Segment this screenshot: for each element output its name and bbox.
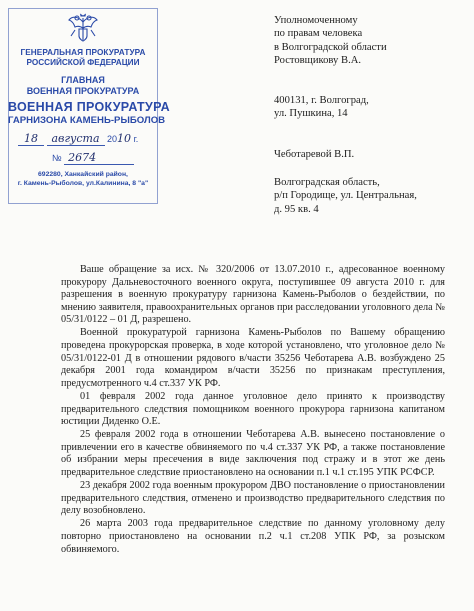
body-paragraph: Военной прокуратурой гарнизона Камень-Рыболов по Вашему обращению проведена прокурорская проверка, в ходе которой установлено, что уголовное дело № 05/31/0122-01 Д в отношении рядового в/части 35256 Чеботарева А.В. возбуждено 25 декабря 2001 года командиром в/части 35256 по признакам преступления, предусмотренного ч.4 ст.337 УК РФ.: [61, 327, 445, 389]
stamp-line-3: ГЛАВНАЯ: [61, 75, 105, 85]
recipient-2-address-block: [274, 176, 417, 216]
stamp-line-6: ГАРНИЗОНА КАМЕНЬ-РЫБОЛОВ: [8, 115, 166, 126]
stamp-date-suffix: г.: [133, 134, 139, 144]
recipient-1-line: Уполномоченному: [274, 15, 358, 26]
recipient-1-address-block: [274, 94, 369, 121]
recipient-1-line: Ростовщикову В.А.: [274, 55, 362, 67]
stamp-line-4: ВОЕННАЯ ПРОКУРАТУРА: [26, 86, 140, 96]
body-paragraph: 25 февраля 2002 года в отношении Чеботарева А.В. вынесено постановление о привлечении его в качестве обвиняемого по ч.4 ст.337 УК РФ, а также постановление об избрании меры пресечения в виде заключения под стражу и в этот же день предварительное следствие приостановлено на основании п.1 ч.1 ст.195 УПК РСФСР.: [61, 429, 445, 478]
official-stamp: [8, 8, 170, 204]
stamp-number-value: 2674: [68, 151, 97, 164]
stamp-date-day: 18: [24, 132, 38, 145]
recipient-1-line: по правам человека: [274, 28, 363, 40]
recipient-2-address-line: д. 95 кв. 4: [274, 203, 319, 215]
body-paragraph: 26 марта 2003 года предварительное следствие по данному уголовному делу повторно приостановлено на основании п.2 ч.1 ст.208 УПК РФ, за розыском обвиняемого.: [61, 518, 445, 555]
recipient-2-address-line: р/п Городище, ул. Центральная,: [274, 190, 417, 202]
stamp-number-label: №: [52, 153, 62, 163]
recipient-1-block: [274, 14, 387, 68]
recipient-1-address-line: 400131, г. Волгоград,: [274, 95, 369, 106]
double-headed-eagle-emblem-icon: [66, 12, 100, 44]
recipient-1-address-line: ул. Пушкина, 14: [274, 108, 348, 120]
stamp-line-7: 692280, Ханкайский район,: [38, 171, 128, 178]
stamp-date-year-prefix: 20: [107, 134, 118, 144]
stamp-line-1: ГЕНЕРАЛЬНАЯ ПРОКУРАТУРА: [20, 48, 146, 57]
body-paragraph: 23 декабря 2002 года военным прокурором ДВО постановление о приостановлении предварительного следствия, отменено и производство предварительного следствия по делу возобновлено.: [61, 480, 445, 517]
stamp-number: [52, 151, 148, 165]
body-paragraph: 01 февраля 2002 года данное уголовное дело принято к производству предварительного следствия помощником военного прокурора гарнизона капитаном юстиции Диденко О.Е.: [61, 390, 445, 428]
stamp-line-8: г. Камень-Рыболов, ул.Калинина, 8 "а": [17, 180, 149, 187]
stamp-date-year: 10: [117, 132, 132, 145]
stamp-date: [18, 132, 156, 148]
stamp-line-5: ВОЕННАЯ ПРОКУРАТУРА: [8, 100, 170, 114]
recipient-2-block: [274, 148, 354, 161]
letter-body: [61, 264, 445, 556]
stamp-line-2: РОССИЙСКОЙ ФЕДЕРАЦИИ: [26, 58, 140, 67]
recipient-2-address-line: Волгоградская область,: [274, 177, 380, 188]
recipient-1-line: в Волгоградской области: [274, 41, 387, 53]
recipient-2-line: Чеботаревой В.П.: [274, 149, 355, 160]
stamp-date-month: августа: [51, 132, 100, 145]
body-paragraph: Ваше обращение за исх. № 320/2006 от 13.07.2010 г., адресованное военному прокурору Дальневосточного военного округа, поступившее 09 августа 2010 г. для разрешения в военную прокуратуру гарнизона Камень-Рыболов о бездействии, по мнению заявителя, правоохранительных органов при расследовании уголовного дела № 05/31/0122 – 01 Д, разрешено.: [61, 264, 445, 326]
